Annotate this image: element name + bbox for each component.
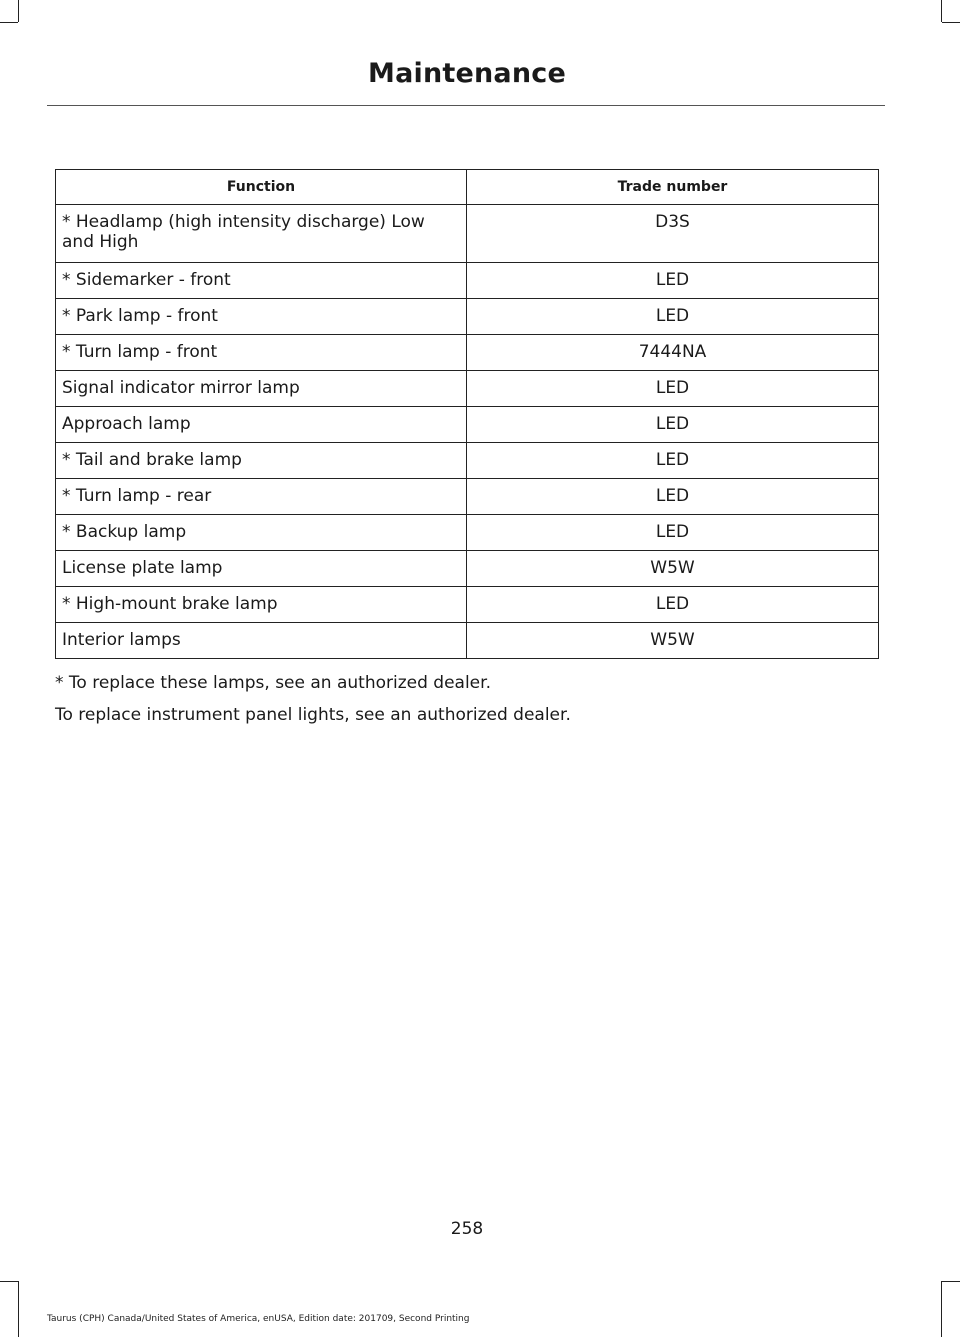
function-cell: Approach lamp: [56, 407, 467, 443]
table-row: [56, 515, 879, 551]
column-header-trade-number: Trade number: [467, 170, 879, 205]
trade-number-cell: 7444NA: [467, 335, 879, 371]
title-divider: [47, 105, 885, 106]
table-row: [56, 587, 879, 623]
function-cell: * Tail and brake lamp: [56, 443, 467, 479]
trade-number-cell: W5W: [467, 623, 879, 659]
table-row: [56, 479, 879, 515]
function-cell: Signal indicator mirror lamp: [56, 371, 467, 407]
crop-mark: [942, 22, 960, 23]
table-row: [56, 623, 879, 659]
table-row: [56, 335, 879, 371]
page-number: 258: [450, 1219, 484, 1239]
function-cell: * Turn lamp - rear: [56, 479, 467, 515]
trade-number-cell: LED: [467, 515, 879, 551]
edition-footer: Taurus (CPH) Canada/United States of America, enUSA, Edition date: 201709, Second Printing: [47, 1314, 470, 1324]
function-cell: * Headlamp (high intensity discharge) Low and High: [56, 205, 467, 263]
trade-number-cell: D3S: [467, 205, 879, 263]
function-cell: * Sidemarker - front: [56, 263, 467, 299]
crop-mark: [942, 1281, 960, 1282]
function-cell: * Park lamp - front: [56, 299, 467, 335]
table-header-row: [56, 170, 879, 205]
table-row: [56, 443, 879, 479]
trade-number-cell: LED: [467, 479, 879, 515]
table-row: [56, 299, 879, 335]
crop-mark: [18, 1281, 19, 1337]
crop-mark: [18, 0, 19, 22]
trade-number-cell: LED: [467, 263, 879, 299]
function-cell: * High-mount brake lamp: [56, 587, 467, 623]
trade-number-cell: LED: [467, 587, 879, 623]
crop-mark: [0, 22, 18, 23]
instrument-panel-note: To replace instrument panel lights, see an authorized dealer.: [55, 705, 571, 725]
crop-mark: [0, 1281, 18, 1282]
function-cell: License plate lamp: [56, 551, 467, 587]
function-cell: * Backup lamp: [56, 515, 467, 551]
function-cell: Interior lamps: [56, 623, 467, 659]
table-row: [56, 407, 879, 443]
bulb-spec-table: [55, 169, 879, 659]
trade-number-cell: LED: [467, 443, 879, 479]
page-title: Maintenance: [368, 58, 566, 89]
table-row: [56, 263, 879, 299]
trade-number-cell: LED: [467, 299, 879, 335]
table-row: [56, 551, 879, 587]
crop-mark: [941, 0, 942, 22]
crop-mark: [941, 1281, 942, 1337]
trade-number-cell: LED: [467, 407, 879, 443]
trade-number-cell: W5W: [467, 551, 879, 587]
footnote-text: * To replace these lamps, see an authorized dealer.: [55, 673, 491, 693]
table-row: [56, 205, 879, 263]
table-row: [56, 371, 879, 407]
trade-number-cell: LED: [467, 371, 879, 407]
column-header-function: Function: [56, 170, 467, 205]
function-cell: * Turn lamp - front: [56, 335, 467, 371]
